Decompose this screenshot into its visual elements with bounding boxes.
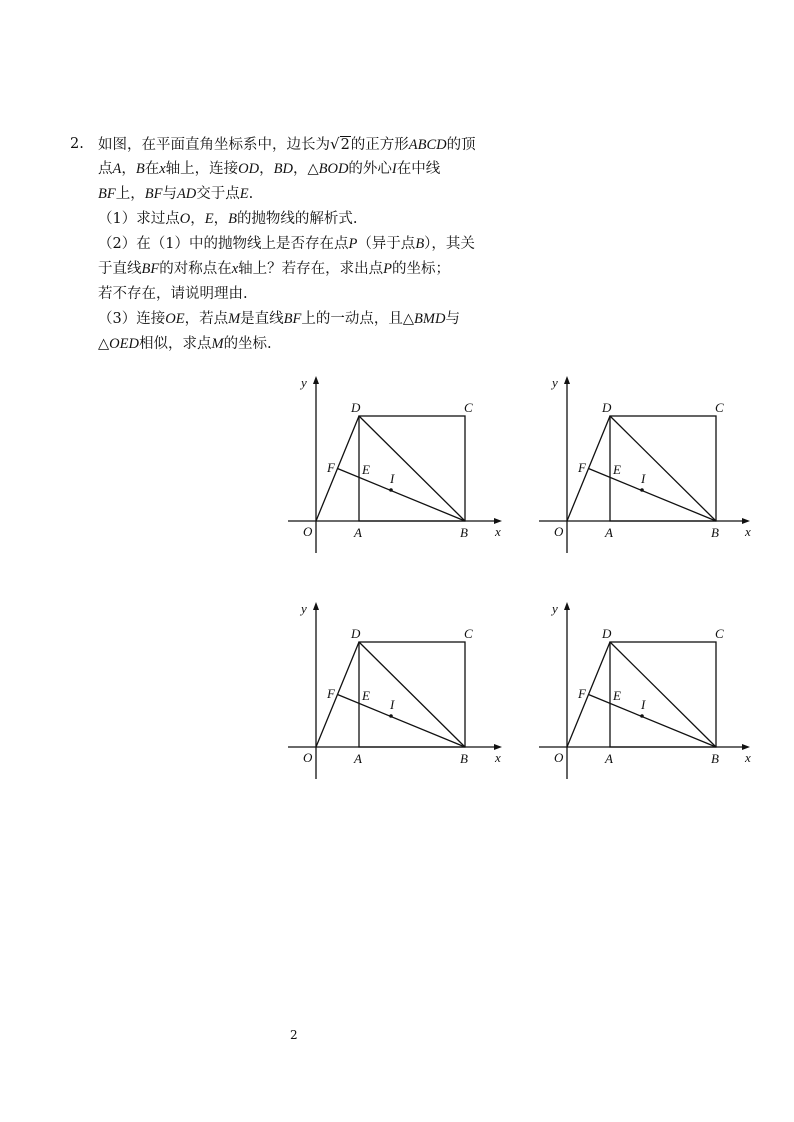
problem-line-1: 如图，在平面直角坐标系中，边长为√2的正方形ABCD的顶	[98, 132, 530, 157]
label-e: E	[613, 462, 621, 477]
label-b: B	[711, 751, 719, 766]
geometry-diagram	[283, 370, 518, 570]
y-axis-arrow	[564, 602, 570, 610]
y-label: y	[552, 375, 558, 390]
label-e: E	[613, 688, 621, 703]
figure-4	[534, 596, 769, 796]
label-b: B	[711, 525, 719, 540]
figure-2	[534, 370, 769, 570]
label-c: C	[464, 400, 473, 415]
label-e: E	[362, 462, 370, 477]
y-axis-arrow	[313, 376, 319, 384]
label-a: A	[354, 525, 362, 540]
question-1: （1）求过点O，E，B的抛物线的解析式.	[98, 211, 358, 227]
label-f: F	[327, 460, 335, 475]
label-a: A	[605, 751, 613, 766]
segment-bd	[359, 416, 465, 521]
label-e: E	[362, 688, 370, 703]
label-c: C	[715, 626, 724, 641]
label-c: C	[715, 400, 724, 415]
point-i	[640, 488, 644, 492]
figure-1	[283, 370, 518, 570]
y-label: y	[301, 601, 307, 616]
problem-body	[98, 132, 530, 357]
x-label: x	[495, 750, 501, 765]
problem-number: 2.	[70, 136, 84, 152]
segment-bf	[338, 469, 466, 522]
y-axis-arrow	[313, 602, 319, 610]
label-d: D	[602, 626, 612, 641]
point-i	[640, 714, 644, 718]
y-label: y	[552, 601, 558, 616]
label-o: O	[303, 524, 313, 539]
label-o: O	[303, 750, 313, 765]
point-i	[389, 714, 393, 718]
question-3-line-2: △OED相似，求点M的坐标.	[98, 336, 272, 352]
segment-bd	[610, 642, 716, 747]
geometry-diagram	[283, 596, 518, 796]
label-c: C	[464, 626, 473, 641]
label-d: D	[351, 626, 361, 641]
figure-3	[283, 596, 518, 796]
label-a: A	[605, 525, 613, 540]
segment-bf	[589, 469, 717, 522]
label-a: A	[354, 751, 362, 766]
segment-bf	[338, 695, 466, 748]
label-i: I	[390, 471, 395, 486]
geometry-diagram	[534, 370, 769, 570]
label-i: I	[641, 471, 646, 486]
label-o: O	[554, 524, 564, 539]
geometry-diagram	[534, 596, 769, 796]
label-b: B	[460, 525, 468, 540]
problem-line-2: 点A，B在x轴上，连接OD，BD，△BOD的外心I在中线	[98, 161, 441, 177]
sqrt-two: √2	[330, 135, 350, 153]
label-f: F	[578, 686, 586, 701]
x-label: x	[745, 524, 751, 539]
label-i: I	[390, 697, 395, 712]
question-3-line-1: （3）连接OE，若点M是直线BF上的一动点，且△BMD与	[98, 311, 460, 327]
x-label: x	[495, 524, 501, 539]
segment-bd	[610, 416, 716, 521]
point-i	[389, 488, 393, 492]
question-2-line-2: 于直线BF的对称点在x轴上？若存在，求出点P的坐标；	[98, 261, 451, 277]
label-b: B	[460, 751, 468, 766]
label-d: D	[602, 400, 612, 415]
label-f: F	[327, 686, 335, 701]
label-i: I	[641, 697, 646, 712]
problem-line-3: BF上，BF与AD交于点E.	[98, 186, 254, 202]
label-f: F	[578, 460, 586, 475]
x-label: x	[745, 750, 751, 765]
segment-bf	[589, 695, 717, 748]
segment-bd	[359, 642, 465, 747]
y-axis-arrow	[564, 376, 570, 384]
question-2-line-1: （2）在（1）中的抛物线上是否存在点P（异于点B），其关	[98, 236, 475, 252]
label-d: D	[351, 400, 361, 415]
y-label: y	[301, 375, 307, 390]
page-number: 2	[290, 1028, 298, 1042]
question-2-line-3: 若不存在，请说明理由.	[98, 286, 248, 302]
label-o: O	[554, 750, 564, 765]
